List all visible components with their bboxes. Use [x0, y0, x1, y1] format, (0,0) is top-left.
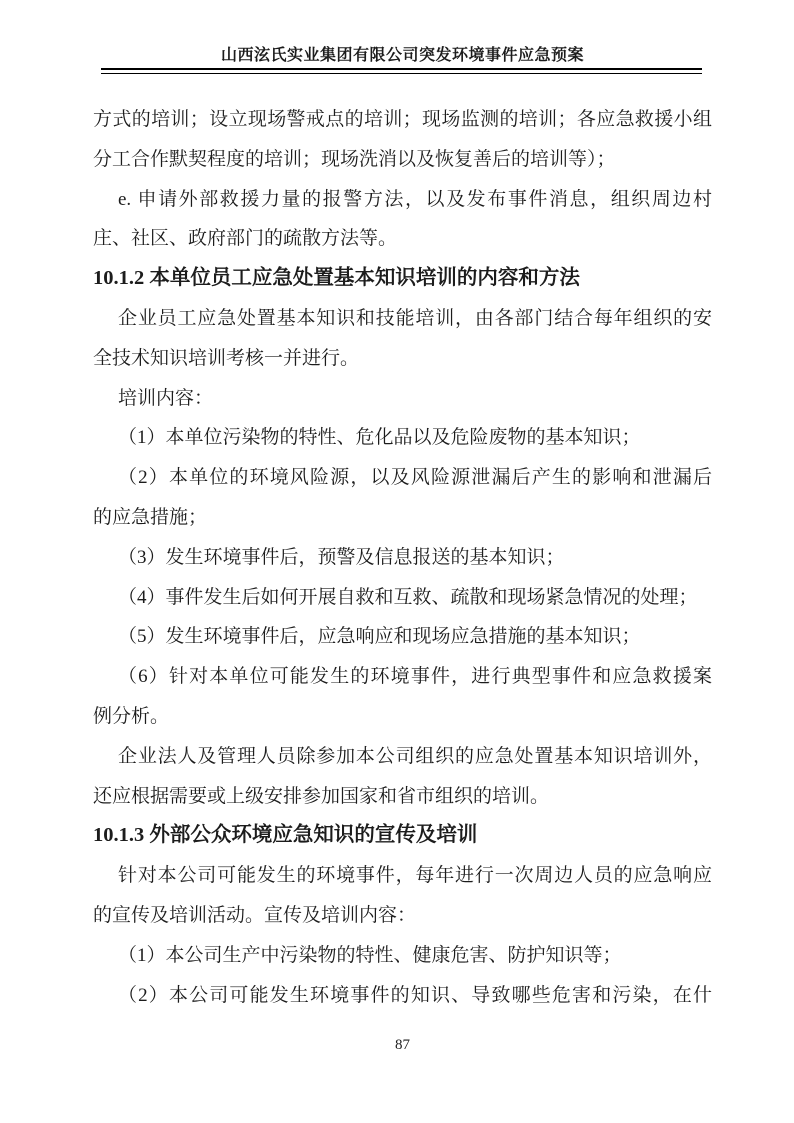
page-number: 87: [395, 1037, 410, 1053]
text-line: e. 申请外部救援力量的报警方法，以及发布事件消息，组织周边村: [118, 188, 712, 210]
text-line: 的应急措施；: [93, 506, 208, 528]
list-item-2: （2）本单位的环境风险源，以及风险源泄漏后产生的影响和泄漏后: [118, 467, 712, 489]
list-item-6: （6）针对本单位可能发生的环境事件，进行典型事件和应急救援案: [118, 666, 712, 688]
section-heading-10-1-2: 10.1.2 本单位员工应急处置基本知识培训的内容和方法: [93, 267, 580, 290]
text-line: 全技术知识培训考核一并进行。: [93, 347, 360, 369]
text-line: 例分析。: [93, 705, 170, 727]
list-item-3: （3）发生环境事件后，预警及信息报送的基本知识；: [118, 546, 565, 568]
list-item-5: （5）发生环境事件后，应急响应和现场应急措施的基本知识；: [118, 626, 641, 648]
text-line: 培训内容：: [118, 387, 214, 409]
text-line: 针对本公司可能发生的环境事件，每年进行一次周边人员的应急响应: [118, 865, 712, 887]
header-title: 山西泫氏实业集团有限公司突发环境事件应急预案: [220, 47, 584, 64]
document-body: [93, 100, 712, 1015]
text-line: 还应根据需要或上级安排参加国家和省市组织的培训。: [93, 785, 550, 807]
header-double-rule: [101, 68, 702, 74]
list-item-2: （2）本公司可能发生环境事件的知识、导致哪些危害和污染，在什: [118, 984, 712, 1006]
text-line: 的宣传及培训活动。宣传及培训内容：: [93, 904, 417, 926]
list-item-4: （4）事件发生后如何开展自救和互救、疏散和现场紧急情况的处理；: [118, 586, 698, 608]
text-line: 企业员工应急处置基本知识和技能培训，由各部门结合每年组织的安: [118, 307, 712, 329]
list-item-1: （1）本公司生产中污染物的特性、健康危害、防护知识等；: [118, 944, 622, 966]
text-line: 分工合作默契程度的培训；现场洗消以及恢复善后的培训等）；: [93, 148, 616, 170]
text-line: 方式的培训；设立现场警戒点的培训；现场监测的培训；各应急救援小组: [93, 109, 712, 130]
text-line: 企业法人及管理人员除参加本公司组织的应急处置基本知识培训外，: [118, 745, 712, 767]
list-item-1: （1）本单位污染物的特性、危化品以及危险废物的基本知识；: [118, 427, 641, 449]
section-heading-10-1-3: 10.1.3 外部公众环境应急知识的宣传及培训: [93, 824, 478, 847]
text-line: 庄、社区、政府部门的疏散方法等。: [93, 228, 398, 250]
